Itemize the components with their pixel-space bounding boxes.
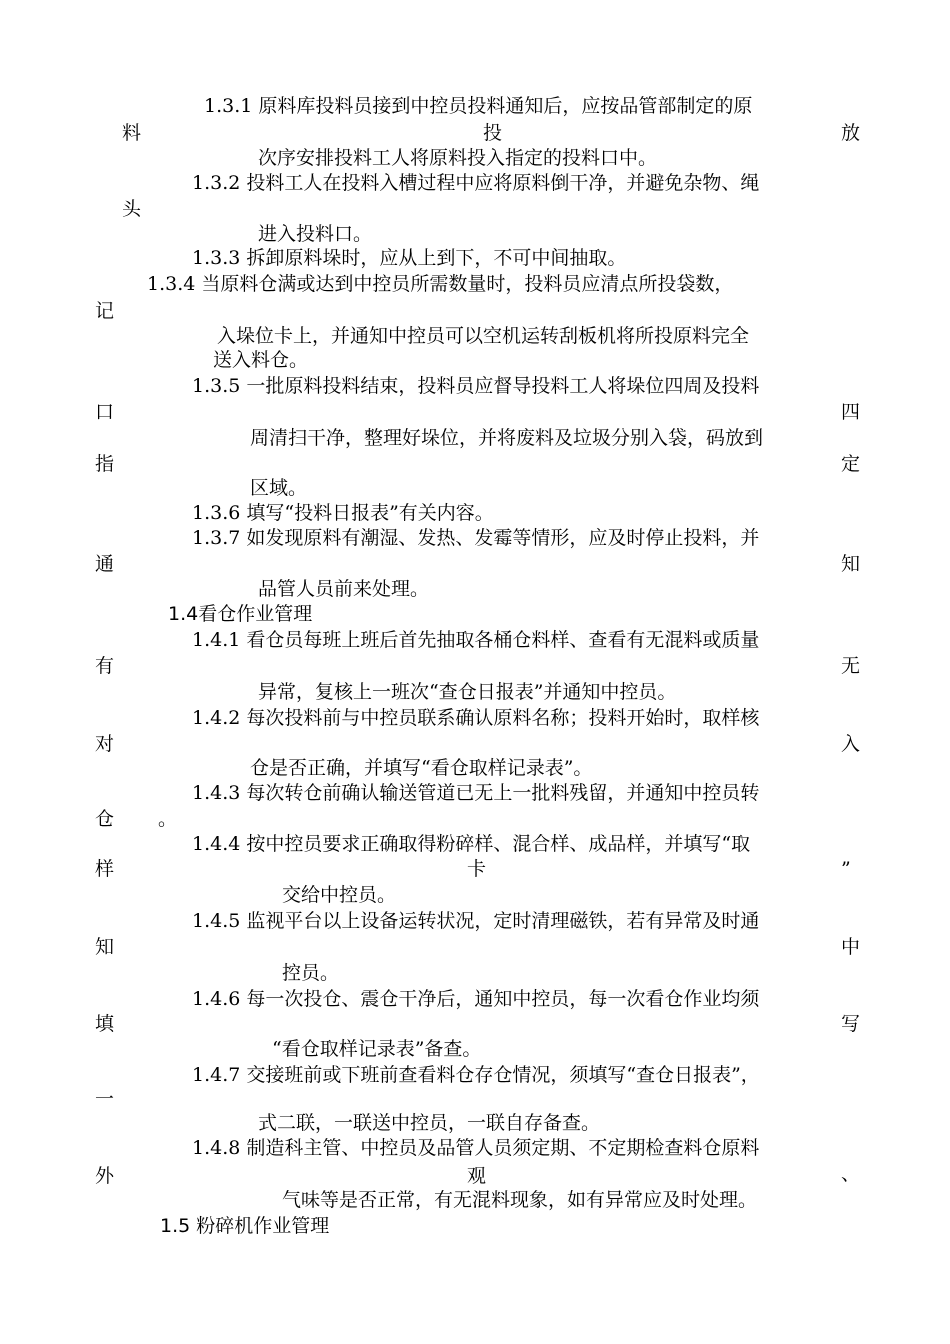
text-line: 仓是否正确，并填写“看仓取样记录表”。 xyxy=(250,757,593,779)
text-line: 周清扫干净，整理好垛位，并将废料及垃圾分别入袋，码放到 xyxy=(250,427,764,449)
text-line: “看仓取样记录表”备查。 xyxy=(272,1038,482,1060)
text-line: 知 xyxy=(841,553,861,575)
text-line: 中 xyxy=(841,936,861,958)
text-line: 控员。 xyxy=(282,962,340,984)
text-line: 头 xyxy=(122,198,142,220)
text-line: 异常，复核上一班次“查仓日报表”并通知中控员。 xyxy=(258,681,677,703)
text-line: 仓 xyxy=(95,808,115,830)
text-line: 写 xyxy=(841,1013,861,1035)
text-line: 1.4.7 交接班前或下班前查看料仓存仓情况，须填写“查仓日报表”， xyxy=(192,1064,760,1086)
text-line: 交给中控员。 xyxy=(282,884,397,906)
text-line: 1.4.2 每次投料前与中控员联系确认原料名称；投料开始时，取样核 xyxy=(192,707,760,729)
text-line: 一 xyxy=(95,1088,115,1110)
text-line: 1.3.3 拆卸原料垛时，应从上到下，不可中间抽取。 xyxy=(192,247,627,269)
text-line: 无 xyxy=(841,655,861,677)
text-line: 式二联，一联送中控员，一联自存备查。 xyxy=(258,1112,601,1134)
text-line: 指 xyxy=(95,453,115,475)
text-line: 1.3.6 填写“投料日报表”有关内容。 xyxy=(192,502,494,524)
text-line: 1.4.3 每次转仓前确认输送管道已无上一批料残留，并通知中控员转 xyxy=(192,782,760,804)
text-line: 、 xyxy=(841,1163,861,1185)
text-line: 通 xyxy=(95,553,115,575)
text-line: 放 xyxy=(841,122,861,144)
text-line: 外 xyxy=(95,1165,115,1187)
text-line: 1.4.8 制造科主管、中控员及品管人员须定期、不定期检查料仓原料 xyxy=(192,1137,760,1159)
text-line: 定 xyxy=(841,453,861,475)
text-line: 气味等是否正常，有无混料现象，如有异常应及时处理。 xyxy=(282,1189,758,1211)
text-line: 区域。 xyxy=(250,477,308,499)
text-line: 入垛位卡上，并通知中控员可以空机运转刮板机将所投原料完全 xyxy=(217,325,750,347)
text-line: 填 xyxy=(95,1013,115,1035)
text-line: 四 xyxy=(841,401,861,423)
text-line: 1.3.1 原料库投料员接到中控员投料通知后，应按品管部制定的原 xyxy=(204,95,753,117)
text-line: 知 xyxy=(95,936,115,958)
text-line: 次序安排投料工人将原料投入指定的投料口中。 xyxy=(258,147,658,169)
text-line: 1.4.5 监视平台以上设备运转状况，定时清理磁铁，若有异常及时通 xyxy=(192,910,760,932)
text-line: 品管人员前来处理。 xyxy=(258,578,430,600)
text-line: 1.3.4 当原料仓满或达到中控员所需数量时，投料员应清点所投袋数， xyxy=(147,273,734,295)
text-line: 样 xyxy=(95,858,115,880)
text-line: 送入料仓。 xyxy=(213,349,309,371)
text-line: 口 xyxy=(95,401,115,423)
text-line: 1.3.5 一批原料投料结束，投料员应督导投料工人将垛位四周及投料 xyxy=(192,375,760,397)
text-line: 投 xyxy=(483,122,503,144)
text-line: 1.3.7 如发现原料有潮湿、发热、发霉等情形，应及时停止投料，并 xyxy=(192,527,760,549)
text-line: 有 xyxy=(95,655,115,677)
text-line: 1.3.2 投料工人在投料入槽过程中应将原料倒干净，并避免杂物、绳 xyxy=(192,172,760,194)
text-line: 观 xyxy=(467,1165,487,1187)
text-line: 卡 xyxy=(467,858,487,880)
text-line: 1.4.6 每一次投仓、震仓干净后，通知中控员，每一次看仓作业均须 xyxy=(192,988,760,1010)
text-line: 1.4.4 按中控员要求正确取得粉碎样、混合样、成品样，并填写“取 xyxy=(192,833,751,855)
text-line: ” xyxy=(841,858,851,880)
section-heading: 1.4看仓作业管理 xyxy=(168,603,313,625)
text-line: 1.4.1 看仓员每班上班后首先抽取各桶仓料样、查看有无混料或质量 xyxy=(192,629,760,651)
text-line: 。 xyxy=(158,808,178,830)
text-line: 料 xyxy=(122,122,142,144)
text-line: 记 xyxy=(95,300,115,322)
text-line: 进入投料口。 xyxy=(258,223,373,245)
text-line: 对 xyxy=(95,733,115,755)
section-heading: 1.5 粉碎机作业管理 xyxy=(160,1215,330,1237)
text-line: 入 xyxy=(841,733,861,755)
